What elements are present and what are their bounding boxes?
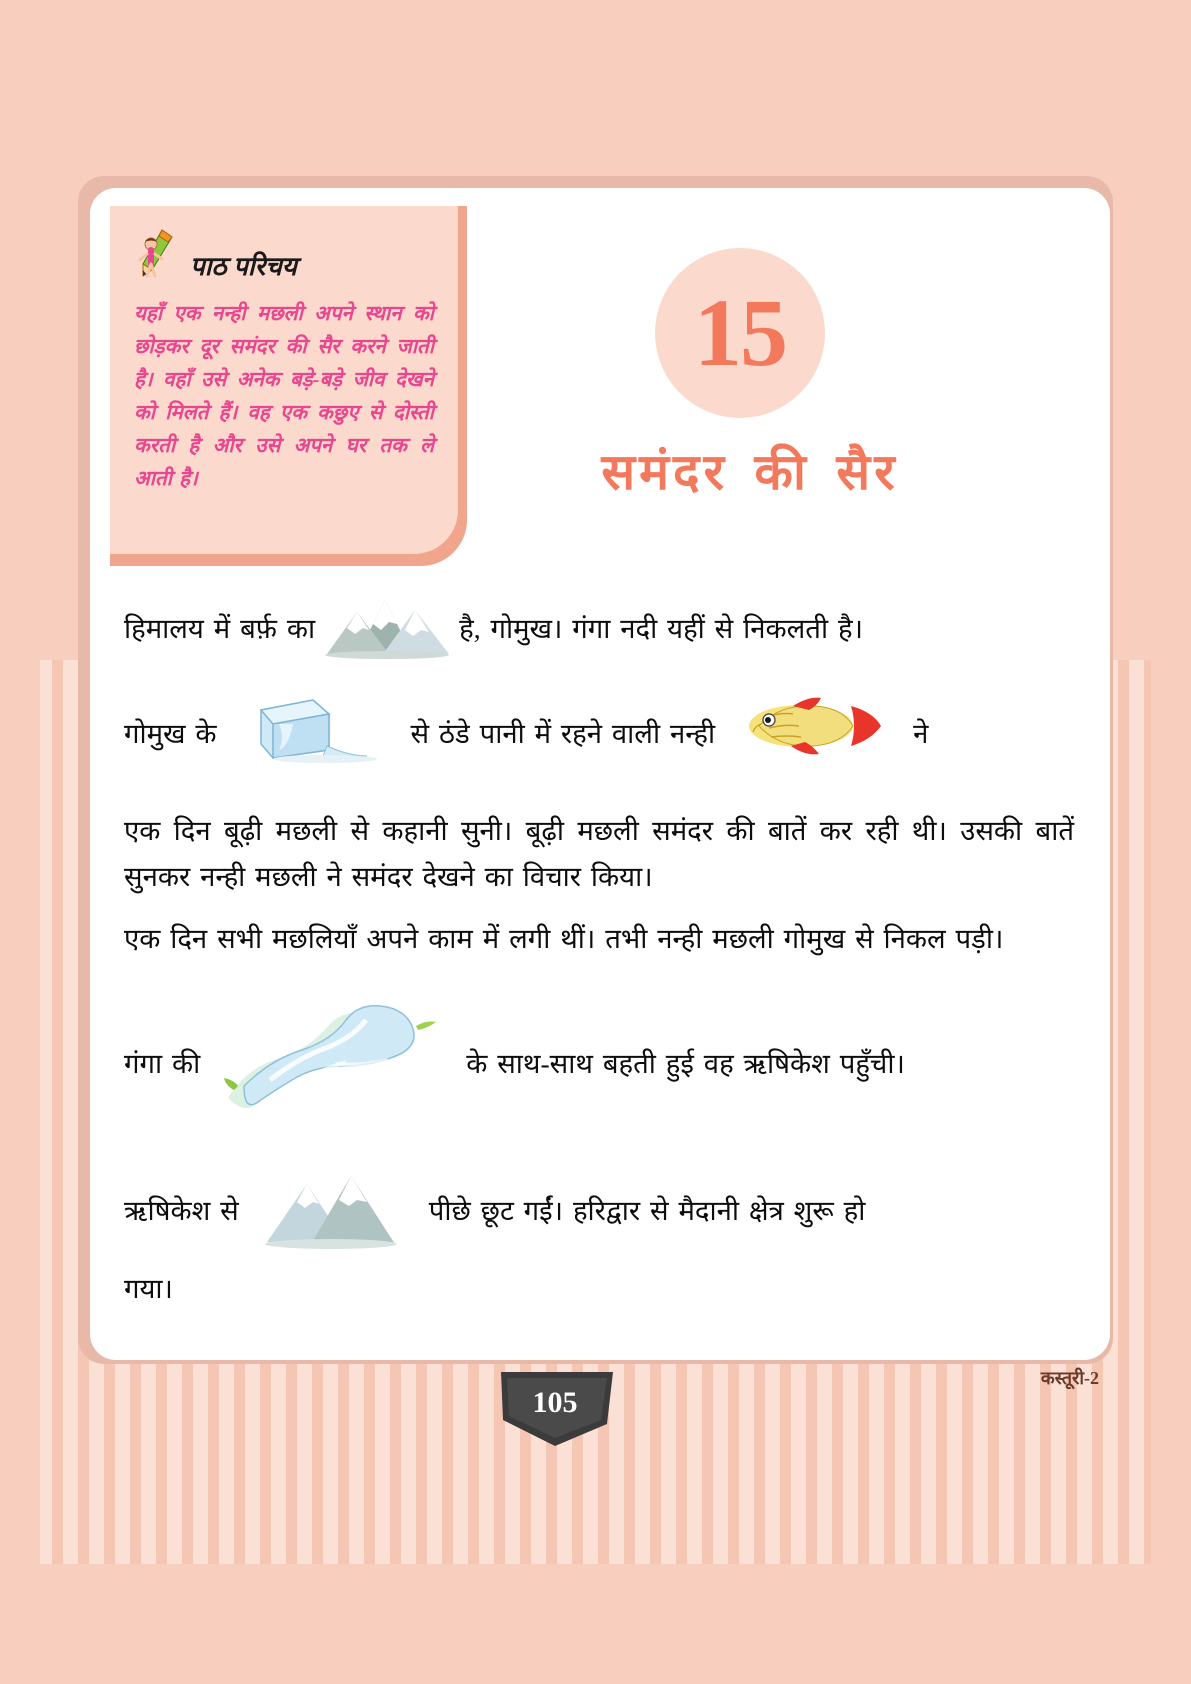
intro-header (134, 228, 297, 284)
text-line-6 (124, 1156, 1074, 1266)
line1-text-b: है, गोमुख। गंगा नदी यहीं से निकलती है। (459, 613, 863, 644)
chapter-number: 15 (694, 279, 786, 386)
fish-illustration (739, 694, 889, 774)
text-line-1 (124, 584, 1074, 674)
snow-mountain-illustration-2 (259, 1156, 409, 1266)
snow-mountain-illustration (319, 584, 455, 674)
ice-cube-illustration (239, 688, 389, 780)
intro-box (110, 206, 458, 554)
chapter-title: समंदर की सैर (601, 444, 899, 500)
line6-text-c: गया। (124, 1273, 173, 1304)
book-tag: कस्तूरी-2 (1040, 1368, 1099, 1388)
intro-title: पाठ परिचय (190, 252, 297, 281)
page-number: 105 (532, 1386, 578, 1419)
river-stream-illustration (218, 1002, 448, 1126)
lesson-body (124, 584, 1074, 1328)
pencil-character-icon (134, 228, 178, 284)
line2-text-c: ने (913, 718, 929, 749)
line6-text-b: पीछे छूट गईं। हरिद्वार से मैदानी क्षेत्र शुरू हो (428, 1195, 866, 1226)
line6-text-a: ऋषिकेश से (124, 1195, 239, 1226)
line1-text-a: हिमालय में बर्फ़ का (124, 613, 316, 644)
background-plain-bottom (0, 1564, 1191, 1684)
page-sheet (90, 188, 1110, 1360)
line5-text-b: के साथ-साथ बहती हुई वह ऋषिकेश पहुँची। (466, 1048, 905, 1079)
line2-text-a: गोमुख के (124, 718, 217, 749)
line2-text-b: से ठंडे पानी में रहने वाली नन्ही (410, 718, 716, 749)
text-line-5 (124, 1002, 1074, 1126)
background-plain-left (0, 0, 40, 1684)
chapter-number-badge (655, 248, 825, 418)
text-line-2 (124, 688, 1074, 780)
background-plain-right (1151, 0, 1191, 1684)
intro-paragraph: यहाँ एक नन्ही मछली अपने स्थान को छोड़कर दूर समंदर की सैर करने जाती है। वहाँ उसे अनेक बड़े-बड़े जीव देखने को मिलते हैं। वह एक कछुए से दोस्ती करती है और उसे अपने घर तक ले आती है। (134, 303, 434, 490)
paragraph-3: एक दिन बूढ़ी मछली से कहानी सुनी। बूढ़ी मछली समंदर की बातें कर रही थी। उसकी बातें सुनकर नन्ही मछली ने समंदर देखने का विचार किया। (124, 815, 1074, 892)
line5-text-a: गंगा की (124, 1048, 201, 1079)
paragraph-4: एक दिन सभी मछलियाँ अपने काम में लगी थीं। तभी नन्ही मछली गोमुख से निकल पड़ी। (124, 923, 1004, 954)
